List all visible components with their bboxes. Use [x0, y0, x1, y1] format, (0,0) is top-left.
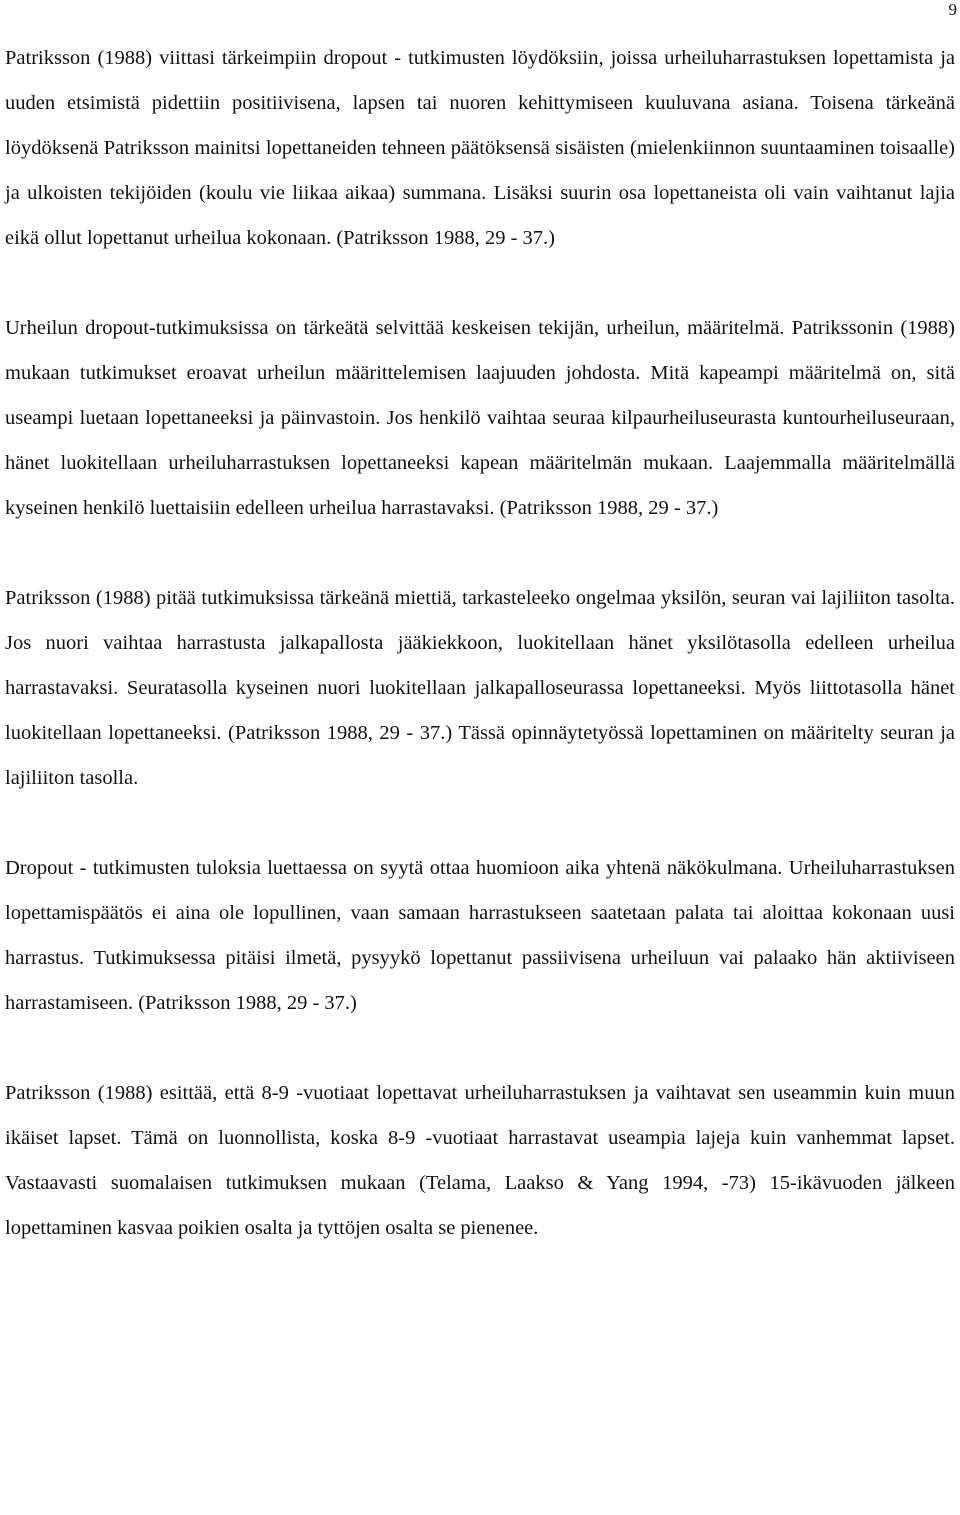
paragraph-spacer [5, 261, 955, 306]
page-number: 9 [948, 0, 957, 19]
paragraph-spacer [5, 801, 955, 846]
paragraph-4: Dropout - tutkimusten tuloksia luettaessa on syytä ottaa huomioon aika yhtenä näkökulmana. Urheiluharrastuksen lopettamispäätös ei aina ole lopullinen, vaan samaan harrastukseen saatetaan palata tai aloittaa kokonaan uusi harrastus. Tutkimuksessa pitäisi ilmetä, pysyykö lopettanut passiivisena urheiluun vai palaako hän aktiiviseen harrastamiseen. (Patriksson 1988, 29 - 37.) [5, 857, 955, 1014]
paragraph-spacer [5, 531, 955, 576]
paragraph-1: Patriksson (1988) viittasi tärkeimpiin dropout - tutkimusten löydöksiin, joissa urheiluharrastuksen lopettamista ja uuden etsimistä pidettiin positiivisena, lapsen tai nuoren kehittymiseen kuuluvana asiana. Toisena tärkeänä löydöksenä Patriksson mainitsi lopettaneiden tehneen päätöksensä sisäisten (mielenkiinnon suuntaaminen toisaalle) ja ulkoisten tekijöiden (koulu vie liikaa aikaa) summana. Lisäksi suurin osa lopettaneista oli vain vaihtanut lajia eikä ollut lopettanut urheilua kokonaan. (Patriksson 1988, 29 - 37.) [5, 47, 955, 249]
paragraph-3: Patriksson (1988) pitää tutkimuksissa tärkeänä miettiä, tarkasteleeko ongelmaa yksilön, seuran vai lajiliiton tasolta. Jos nuori vaihtaa harrastusta jalkapallosta jääkiekkoon, luokitellaan hänet yksilötasolla edelleen urheilua harrastavaksi. Seuratasolla kyseinen nuori luokitellaan jalkapalloseurassa lopettaneeksi. Myös liittotasolla hänet luokitellaan lopettaneeksi. (Patriksson 1988, 29 - 37.) Tässä opinnäytetyössä lopettaminen on määritelty seuran ja lajiliiton tasolla. [5, 587, 955, 789]
paragraph-2: Urheilun dropout-tutkimuksissa on tärkeätä selvittää keskeisen tekijän, urheilun, määritelmä. Patrikssonin (1988) mukaan tutkimukset eroavat urheilun määrittelemisen laajuuden johdosta. Mitä kapeampi määritelmä on, sitä useampi luetaan lopettaneeksi ja päinvastoin. Jos henkilö vaihtaa seuraa kilpaurheiluseurasta kuntourheiluseuraan, hänet luokitellaan urheiluharrastuksen lopettaneeksi kapean määritelmän mukaan. Laajemmalla määritelmällä kyseinen henkilö luettaisiin edelleen urheilua harrastavaksi. (Patriksson 1988, 29 - 37.) [5, 317, 955, 519]
document-body [5, 36, 955, 1251]
paragraph-5: Patriksson (1988) esittää, että 8-9 -vuotiaat lopettavat urheiluharrastuksen ja vaihtavat sen useammin kuin muun ikäiset lapset. Tämä on luonnollista, koska 8-9 -vuotiaat harrastavat useampia lajeja kuin vanhemmat lapset. Vastaavasti suomalaisen tutkimuksen mukaan (Telama, Laakso & Yang 1994, -73) 15-ikävuoden jälkeen lopettaminen kasvaa poikien osalta ja tyttöjen osalta se pienenee. [5, 1082, 955, 1239]
paragraph-spacer [5, 1026, 955, 1071]
